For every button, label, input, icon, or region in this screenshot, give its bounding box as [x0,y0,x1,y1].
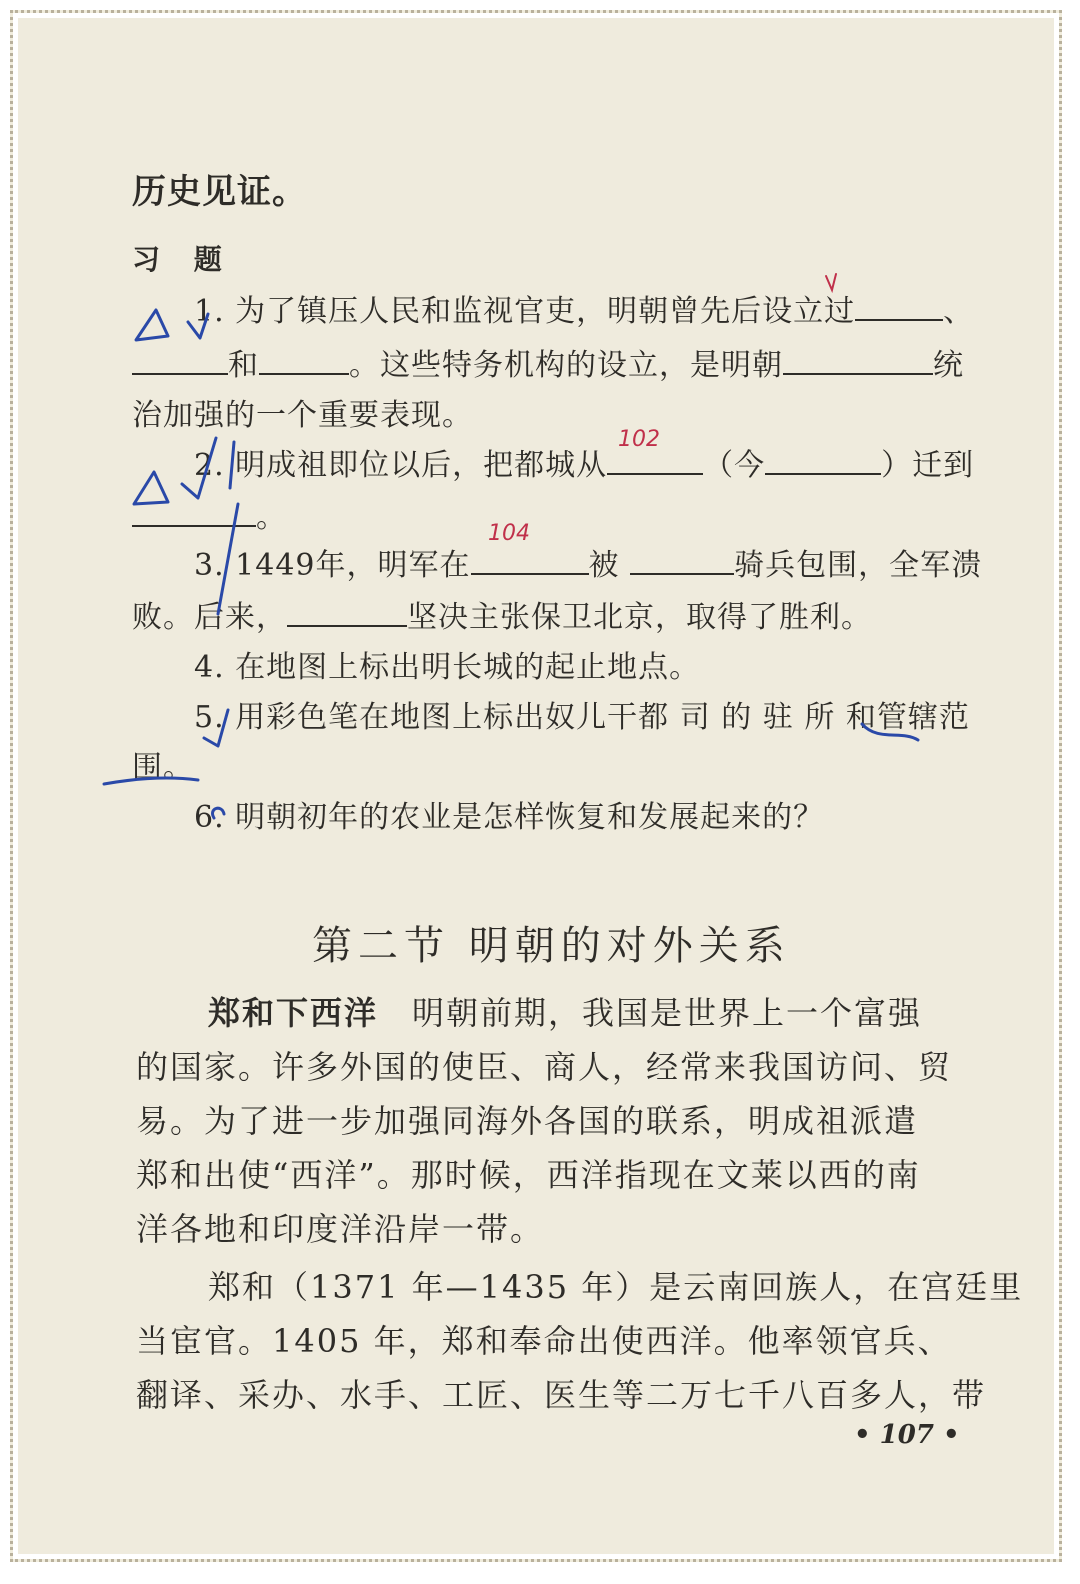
question-1-line-3: 治加强的一个重要表现。 [132,398,473,433]
blue-vertical-stroke-2 [230,442,234,488]
question-text: 明成祖即位以后，把都城从 [235,448,608,483]
intro-tail: 历史见证。 [132,172,307,212]
paragraph-2-line-3: 翻译、采办、水手、工匠、医生等二万七千八百多人，带 [136,1376,987,1414]
punct: 、 [943,294,975,329]
blue-circle-6 [213,808,224,818]
paragraph-lead: 郑和下西洋 [208,994,379,1032]
question-text: 明朝初年的农业是怎样恢复和发展起来的？ [235,800,825,835]
question-text: 统 [933,348,964,383]
textbook-page [18,18,1054,1554]
paragraph-1-line-2: 的国家。许多外国的使臣、商人，经常来我国访问、贸 [136,1048,953,1086]
blue-underline-guanxia [862,724,918,740]
question-number: 4. [194,650,225,685]
question-text: 。 [256,500,287,535]
paragraph-2-line-1: 郑和（1371 年—1435 年）是云南回族人，在宫廷里 [208,1268,1024,1306]
red-annotation-2: 104 [488,521,530,546]
blue-triangle-mark-2 [134,472,168,504]
question-text: 1449年，明军在 [235,548,471,583]
question-text: （今 [703,448,766,483]
blue-vertical-stroke-3 [218,504,238,614]
question-text: ）迁到 [881,448,975,483]
question-text: 坚决主张保卫北京，取得了胜利。 [407,600,872,635]
red-annotation-1: 102 [618,427,660,452]
blue-underline-5 [104,778,198,784]
question-text: 在地图上标出明长城的起止地点。 [235,650,701,685]
question-number: 5. [194,700,225,735]
exercises-heading: 习 题 [132,243,234,276]
question-text: 败。后来， [132,600,287,635]
handwriting-annotations [18,18,1054,1554]
paragraph-2-line-2: 当宦官。1405 年，郑和奉命出使西洋。他率领官兵、 [136,1322,952,1360]
question-number: 1. [194,294,225,329]
blue-triangle-mark-1 [136,310,168,340]
question-text: 骑兵包围，全军溃 [734,548,983,583]
paragraph-1-line-4: 郑和出使“西洋”。那时候，西洋指现在文莱以西的南 [136,1156,921,1194]
page-number: • 107 • [854,1420,960,1450]
blue-check-mark-2 [182,438,216,498]
paragraph-text: 明朝前期，我国是世界上一个富强 [412,994,923,1032]
question-text: 为了镇压人民和监视官吏，明朝曾先后设立过 [235,294,856,329]
paragraph-1-line-5: 洋各地和印度洋沿岸一带。 [136,1210,545,1248]
question-text: 用彩色笔在地图上标出奴儿干都 司 的 驻 所 和管辖范 [235,700,970,735]
question-text: 和 [228,348,259,383]
blue-check-mark-1 [188,314,208,338]
question-text: 。这些特务机构的设立，是明朝 [349,348,783,383]
question-5-line-2: 围。 [132,750,194,785]
red-tick-mark [826,274,836,290]
page-number-value: 107 [879,1420,934,1450]
blue-check-mark-5 [204,710,228,746]
question-text: 被 [588,548,620,583]
paragraph-1-line-3: 易。为了进一步加强同海外各国的联系，明成祖派遣 [136,1102,919,1140]
question-number: 3. [194,548,225,583]
question-number: 2. [194,448,225,483]
section-title: 第二节 明朝的对外关系 [312,923,791,969]
question-number: 6. [194,800,225,835]
